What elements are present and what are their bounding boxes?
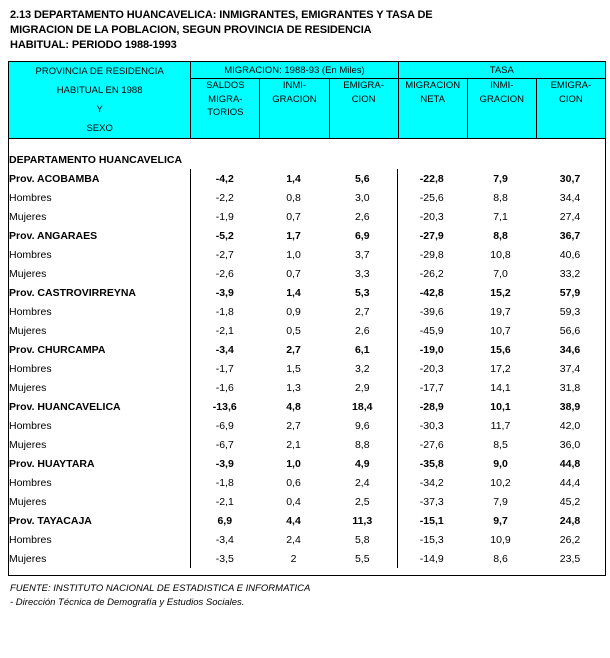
row-value: 5,5 — [354, 552, 370, 565]
row-value: -3,9 — [190, 454, 259, 473]
header-col-2-l1: EMIGRA- — [343, 80, 384, 92]
row-value: 2,6 — [354, 324, 370, 337]
row-value: 19,7 — [490, 305, 511, 318]
row-value: -15,1 — [397, 511, 466, 530]
row-value: 11,7 — [490, 419, 511, 432]
source-note — [10, 582, 604, 610]
row-value: 44,4 — [559, 476, 581, 489]
table-body-container — [8, 139, 606, 576]
row-label: Mujeres — [9, 210, 47, 223]
header-col-0-l3: TORIOS — [207, 107, 244, 119]
table-row-sex — [9, 188, 605, 207]
table-header — [8, 61, 606, 139]
header-col-migracion-neta — [398, 79, 467, 139]
row-value: -30,3 — [397, 416, 466, 435]
row-value: 8,8 — [354, 438, 370, 451]
row-value: 2,9 — [354, 381, 370, 394]
row-value: 2,5 — [354, 495, 370, 508]
header-col-5-l1: EMIGRA- — [550, 80, 592, 92]
row-label: Hombres — [9, 305, 52, 318]
row-value: 57,9 — [559, 286, 581, 299]
title-line-3: HABITUAL: PERIODO 1988-1993 — [10, 39, 177, 51]
row-label: Hombres — [9, 248, 52, 261]
row-value: -3,4 — [190, 340, 259, 359]
row-value: 17,2 — [490, 362, 511, 375]
header-col-3-l1: MIGRACION — [405, 80, 461, 92]
row-value: 45,2 — [559, 495, 581, 508]
row-value: -42,8 — [397, 283, 466, 302]
row-value: 33,2 — [559, 267, 581, 280]
row-value: 15,6 — [490, 343, 511, 356]
row-value: -20,3 — [397, 207, 466, 226]
table-row-sex — [9, 530, 605, 549]
row-value: -19,0 — [397, 340, 466, 359]
row-value: 6,9 — [190, 511, 259, 530]
row-value: 15,2 — [490, 286, 511, 299]
header-col-0-l1: SALDOS — [206, 80, 245, 92]
row-value: 9,0 — [493, 457, 508, 470]
row-value: 1,3 — [286, 381, 301, 394]
row-value: 1,0 — [286, 457, 301, 470]
row-value: -6,7 — [190, 435, 259, 454]
header-col-inmigracion-tasa — [467, 79, 536, 139]
row-value: -1,6 — [190, 378, 259, 397]
row-label: Hombres — [9, 362, 52, 375]
row-value: -14,9 — [397, 549, 466, 568]
source-line-1: FUENTE: INSTITUTO NACIONAL DE ESTADISTICA E INFORMATICA — [10, 583, 311, 594]
row-value: 0,5 — [286, 324, 301, 337]
row-value: 3,2 — [354, 362, 370, 375]
row-value: 31,8 — [559, 381, 581, 394]
row-value: -27,6 — [397, 435, 466, 454]
header-stub — [9, 62, 191, 139]
table-row-province — [9, 340, 605, 359]
header-col-4-l2: GRACION — [479, 93, 524, 105]
department-row — [9, 146, 605, 169]
row-value: 11,3 — [352, 514, 373, 527]
header-group-migracion: MIGRACION: 1988-93 (En Miles) — [191, 62, 398, 79]
header-col-inmigracion-mig — [260, 79, 329, 139]
row-value: -5,2 — [190, 226, 259, 245]
header-col-4-l1: INMI- — [490, 80, 514, 92]
row-value: 10,7 — [490, 324, 511, 337]
row-value: 3,3 — [354, 267, 370, 280]
row-value: 1,4 — [286, 286, 301, 299]
table-body — [9, 139, 605, 575]
row-label: Mujeres — [9, 381, 47, 394]
row-value: 2,4 — [286, 533, 301, 546]
table-row-sex — [9, 321, 605, 340]
header-col-3-l2: NETA — [420, 93, 445, 105]
row-label: Prov. ANGARAES — [9, 229, 98, 242]
row-value: 5,6 — [354, 172, 370, 185]
row-value: -45,9 — [397, 321, 466, 340]
row-value: -29,8 — [397, 245, 466, 264]
row-value: 10,1 — [490, 400, 511, 413]
row-label: Hombres — [9, 533, 52, 546]
row-value: 0,8 — [286, 191, 301, 204]
row-value: -1,9 — [190, 207, 259, 226]
title-line-1: 2.13 DEPARTAMENTO HUANCAVELICA: INMIGRANTES, EMIGRANTES Y TASA DE — [10, 9, 433, 21]
row-value: 7,9 — [493, 495, 508, 508]
row-label: Prov. HUANCAVELICA — [9, 400, 121, 413]
table-row-sex — [9, 549, 605, 568]
row-value: 9,6 — [354, 419, 370, 432]
row-value: 2,6 — [354, 210, 370, 223]
row-value: 14,1 — [490, 381, 511, 394]
page-title — [10, 8, 602, 53]
row-value: 5,8 — [354, 533, 370, 546]
row-value: -28,9 — [397, 397, 466, 416]
row-value: 9,7 — [493, 514, 508, 527]
table-row-province — [9, 169, 605, 188]
row-value: 36,0 — [559, 438, 581, 451]
row-value: 7,9 — [493, 172, 508, 185]
header-stub-line-4: SEXO — [86, 123, 113, 134]
row-value: 34,6 — [559, 343, 581, 356]
row-value: -2,7 — [190, 245, 259, 264]
row-value: 2,1 — [286, 438, 301, 451]
row-value: 10,2 — [490, 476, 511, 489]
row-value: 4,8 — [286, 400, 301, 413]
table-row-sex — [9, 435, 605, 454]
row-value: 23,5 — [559, 552, 581, 565]
row-value: -3,5 — [190, 549, 259, 568]
row-value: -20,3 — [397, 359, 466, 378]
header-stub-line-2: HABITUAL EN 1988 — [56, 85, 143, 96]
table-row-sex — [9, 416, 605, 435]
row-value: 30,7 — [559, 172, 581, 185]
row-label: Prov. HUAYTARA — [9, 457, 95, 470]
row-value: 5,3 — [354, 286, 370, 299]
row-value: -35,8 — [397, 454, 466, 473]
title-line-2: MIGRACION DE LA POBLACION, SEGUN PROVINCIA DE RESIDENCIA — [10, 24, 372, 36]
row-value: -1,7 — [190, 359, 259, 378]
row-value: 0,7 — [286, 267, 301, 280]
row-label: Hombres — [9, 419, 52, 432]
table-row-sex — [9, 264, 605, 283]
row-value: 44,8 — [559, 457, 581, 470]
row-value: 2 — [290, 552, 297, 565]
row-value: -2,2 — [190, 188, 259, 207]
row-value: 1,7 — [286, 229, 301, 242]
row-label: Mujeres — [9, 324, 47, 337]
header-col-2-l2: CION — [351, 93, 376, 105]
row-value: 8,8 — [493, 229, 508, 242]
table-row-sex — [9, 359, 605, 378]
row-value: 40,6 — [559, 248, 581, 261]
row-value: 2,7 — [354, 305, 370, 318]
header-row-groups — [9, 62, 606, 79]
spacer-row — [9, 568, 605, 575]
spacer-cell — [9, 139, 605, 146]
row-value: -39,6 — [397, 302, 466, 321]
row-value: -1,8 — [190, 302, 259, 321]
header-col-emigracion-mig — [329, 79, 398, 139]
row-value: 2,4 — [354, 476, 370, 489]
table-row-sex — [9, 207, 605, 226]
header-stub-line-3: Y — [96, 104, 103, 115]
row-value: -26,2 — [397, 264, 466, 283]
header-col-saldos-migratorios — [191, 79, 260, 139]
department-label: DEPARTAMENTO HUANCAVELICA — [9, 153, 183, 166]
row-value: 0,7 — [286, 210, 301, 223]
row-value: 7,0 — [493, 267, 508, 280]
header-col-1-l1: INMI- — [282, 80, 307, 92]
row-value: 3,7 — [354, 248, 370, 261]
row-value: 34,4 — [559, 191, 581, 204]
row-value: -1,8 — [190, 473, 259, 492]
header-col-1-l2: GRACION — [272, 93, 317, 105]
table-row-province — [9, 397, 605, 416]
source-line-2: - Dirección Técnica de Demografía y Estudios Sociales. — [10, 597, 245, 608]
row-value: 26,2 — [559, 533, 581, 546]
row-value: -2,1 — [190, 492, 259, 511]
row-label: Prov. CASTROVIRREYNA — [9, 286, 136, 299]
row-label: Hombres — [9, 476, 52, 489]
row-value: -3,9 — [190, 283, 259, 302]
table-row-province — [9, 454, 605, 473]
row-value: 27,4 — [559, 210, 581, 223]
header-col-emigracion-tasa — [536, 79, 605, 139]
row-value: 8,5 — [493, 438, 508, 451]
row-value: 36,7 — [559, 229, 581, 242]
row-value: 2,7 — [286, 343, 301, 356]
row-value: -13,6 — [190, 397, 259, 416]
row-label: Mujeres — [9, 495, 47, 508]
row-value: -4,2 — [190, 169, 259, 188]
header-col-0-l2: MIGRA- — [208, 93, 243, 105]
table-row-sex — [9, 302, 605, 321]
row-label: Mujeres — [9, 267, 47, 280]
row-value: 3,0 — [354, 191, 370, 204]
header-group-tasa: TASA — [398, 62, 605, 79]
row-value: 0,6 — [286, 476, 301, 489]
table-row-province — [9, 283, 605, 302]
row-value: 56,6 — [559, 324, 581, 337]
row-label: Prov. ACOBAMBA — [9, 172, 100, 185]
row-value: 0,9 — [286, 305, 301, 318]
row-value: 10,9 — [490, 533, 511, 546]
row-value: 24,8 — [559, 514, 581, 527]
row-value: -25,6 — [397, 188, 466, 207]
row-value: 38,9 — [559, 400, 581, 413]
row-label: Mujeres — [9, 552, 47, 565]
row-value: -3,4 — [190, 530, 259, 549]
table-row-sex — [9, 378, 605, 397]
row-value: 8,6 — [493, 552, 508, 565]
row-value: 7,1 — [493, 210, 508, 223]
row-value: 37,4 — [559, 362, 581, 375]
row-value: 42,0 — [559, 419, 581, 432]
row-value: 59,3 — [559, 305, 581, 318]
row-value: 2,7 — [286, 419, 301, 432]
row-value: -22,8 — [397, 169, 466, 188]
row-value: 10,8 — [490, 248, 511, 261]
row-value: 18,4 — [352, 400, 373, 413]
row-value: -27,9 — [397, 226, 466, 245]
table-row-province — [9, 226, 605, 245]
row-value: 6,1 — [354, 343, 370, 356]
header-col-5-l2: CION — [559, 93, 583, 105]
row-value: -2,6 — [190, 264, 259, 283]
row-value: 4,9 — [354, 457, 370, 470]
spacer-row — [9, 139, 605, 146]
row-value: 6,9 — [354, 229, 370, 242]
row-value: 1,4 — [286, 172, 301, 185]
row-label: Hombres — [9, 191, 52, 204]
row-value: -15,3 — [397, 530, 466, 549]
table-row-sex — [9, 245, 605, 264]
row-label: Mujeres — [9, 438, 47, 451]
row-value: 0,4 — [286, 495, 301, 508]
table-row-sex — [9, 473, 605, 492]
row-value: -34,2 — [397, 473, 466, 492]
row-value: 1,0 — [286, 248, 301, 261]
table-row-province — [9, 511, 605, 530]
row-value: -6,9 — [190, 416, 259, 435]
spacer-cell — [9, 568, 605, 575]
row-value: 8,8 — [493, 191, 508, 204]
row-value: -17,7 — [397, 378, 466, 397]
row-label: Prov. CHURCAMPA — [9, 343, 106, 356]
table-row-sex — [9, 492, 605, 511]
row-value: 4,4 — [286, 514, 301, 527]
row-label: Prov. TAYACAJA — [9, 514, 92, 527]
row-value: -2,1 — [190, 321, 259, 340]
header-stub-line-1: PROVINCIA DE RESIDENCIA — [35, 66, 164, 77]
row-value: 1,5 — [286, 362, 301, 375]
row-value: -37,3 — [397, 492, 466, 511]
